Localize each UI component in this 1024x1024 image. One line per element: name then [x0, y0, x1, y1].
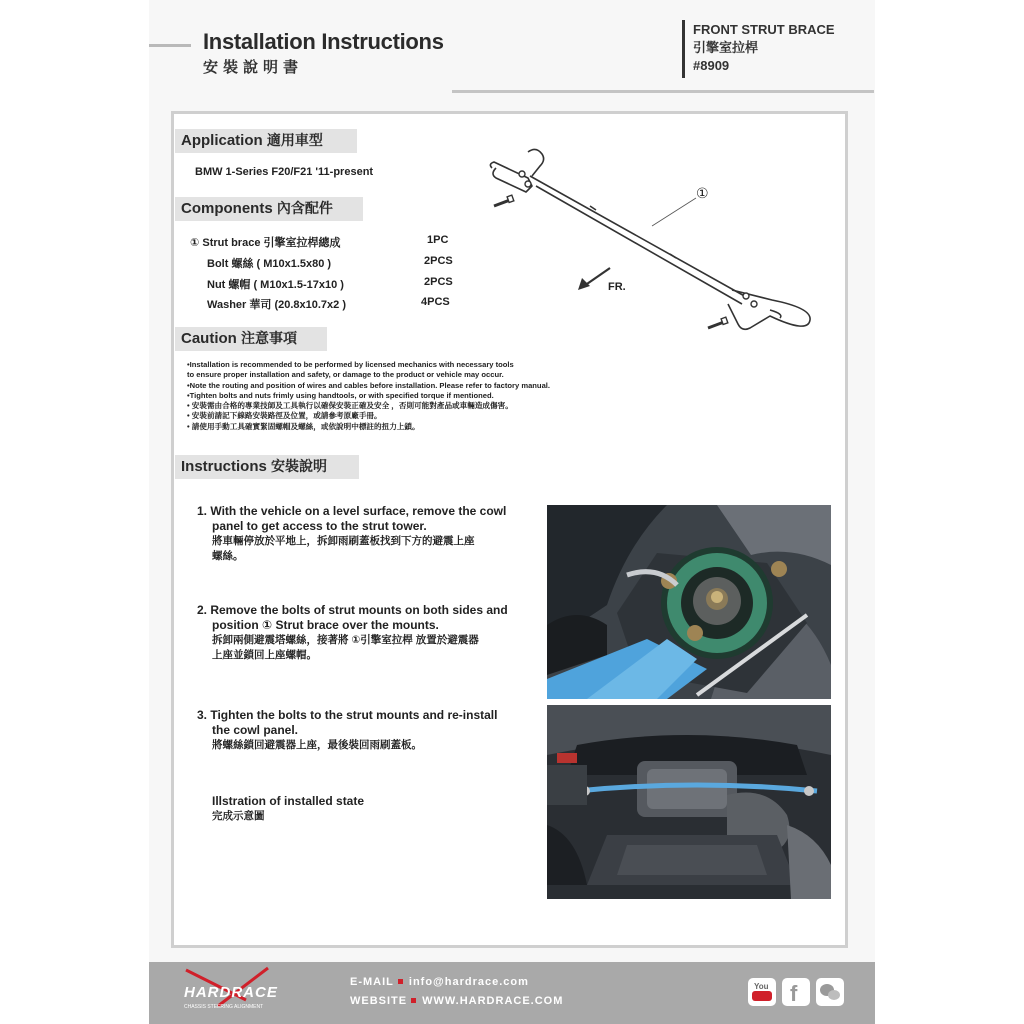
part-number: #8909 [693, 58, 730, 73]
product-name: FRONT STRUT BRACE [693, 22, 835, 37]
strut-brace-diagram [470, 140, 830, 350]
caution-heading [175, 327, 327, 351]
component-name: Bolt 螺絲 ( M10x1.5x80 ) [207, 258, 332, 270]
step-text-en: 3. Tighten the bolts to the strut mounts and re-install [197, 708, 498, 722]
step-text-zh: 拆卸兩側避震塔螺絲，接著將 ①引擎室拉桿 放置於避震器 [212, 634, 479, 646]
svg-text:You: You [754, 982, 769, 991]
svg-text:f: f [790, 981, 798, 1006]
front-direction-label: FR. [608, 281, 626, 293]
footer-email [350, 976, 529, 988]
product-info [693, 21, 835, 75]
instruction-step-3 [197, 708, 537, 753]
step-text-zh: 螺絲。 [212, 550, 244, 562]
component-name: Nut 螺帽 ( M10x1.5-17x10 ) [207, 279, 344, 291]
caution-line: to ensure proper installation and safety, or damage to the product or vehicle may occur. [187, 370, 504, 380]
website-link[interactable]: WWW.HARDRACE.COM [422, 995, 564, 1007]
component-qty: 2PCS [424, 276, 453, 288]
application-vehicle: BMW 1-Series F20/F21 '11-present [195, 166, 374, 178]
application-heading [175, 129, 357, 153]
wechat-icon[interactable] [816, 978, 844, 1006]
component-qty: 2PCS [424, 255, 453, 267]
step-text-en: the cowl panel. [212, 723, 299, 737]
step-text-en: panel to get access to the strut tower. [212, 519, 427, 533]
component-qty: 1PC [427, 234, 449, 246]
component-name: Washer 華司 (20.8x10.7x2 ) [207, 299, 346, 311]
instructions-heading-zh: 安裝說明 [271, 459, 328, 475]
header-rule-right [452, 90, 874, 93]
caution-heading-en: Caution [181, 330, 237, 347]
instructions-heading [175, 455, 359, 479]
application-heading-en: Application [181, 132, 263, 149]
step-text-zh: 將車輛停放於平地上，拆卸雨刷蓋板找到下方的避震上座 [212, 535, 475, 547]
caution-list [187, 360, 617, 432]
components-heading [175, 197, 363, 221]
left-hook-icon [528, 149, 544, 176]
components-heading-zh: 內含配件 [276, 201, 333, 217]
caution-line: •Installation is recommended to be performed by licensed mechanics with necessary tools [187, 360, 514, 369]
website-label: WEBSITE [350, 995, 408, 1007]
application-heading-zh: 適用車型 [266, 133, 323, 149]
footer-website [350, 995, 563, 1007]
caution-line: • 請使用手動工具確實緊固螺帽及螺絲，或依說明中標註的扭力上鎖。 [187, 421, 420, 431]
front-arrow-icon [578, 268, 610, 290]
component-name: ① Strut brace 引擎室拉桿總成 [190, 237, 341, 249]
caution-line: • 安裝需由合格的專業技師及工具執行以確保安裝正確及安全 ，否則可能對產品或車輛造成傷害。 [187, 401, 513, 411]
hardrace-logo [172, 966, 322, 1014]
caution-line: •Note the routing and position of wires and cables before installation. Please refer to factory manual. [187, 380, 551, 390]
header-rule-left [149, 44, 191, 47]
components-heading-en: Components [181, 200, 273, 217]
header-divider [682, 20, 685, 78]
email-link[interactable]: info@hardrace.com [408, 976, 529, 988]
product-name-zh: 引擎室拉桿 [693, 40, 759, 55]
component-qty: 4PCS [421, 296, 450, 308]
caution-line: •Tighten bolts and nuts frimly using handtools, or with specified torque if mentioned. [187, 390, 494, 400]
caution-heading-zh: 注意事項 [241, 331, 297, 347]
facebook-icon[interactable] [782, 978, 810, 1006]
youtube-icon[interactable] [748, 978, 776, 1006]
page-title-zh: 安裝說明書 [203, 58, 304, 76]
page-title: Installation Instructions [203, 29, 444, 54]
logo-tagline: CHASSIS STEERING ALIGNMENT [184, 1004, 264, 1010]
instructions-heading-en: Instructions [181, 458, 267, 475]
step-text-en: position ① Strut brace over the mounts. [212, 618, 439, 632]
step-text-zh: 將螺絲鎖回避震器上座，最後裝回雨刷蓋板。 [212, 739, 422, 751]
instruction-step-2 [197, 603, 537, 663]
illustration-caption [212, 794, 364, 824]
instruction-step-1 [197, 504, 537, 564]
illustration-caption-en: Illstration of installed state [212, 794, 365, 808]
strut-tower-photo [547, 505, 831, 699]
caution-line: • 安裝前請記下線路安裝路徑及位置，或請參考原廠手冊。 [187, 411, 382, 421]
step-text-en: 1. With the vehicle on a level surface, remove the cowl [197, 504, 507, 518]
logo-brand: HARDRACE [184, 984, 278, 1001]
email-label: E-MAIL [350, 976, 394, 988]
step-text-zh: 上座並鎖回上座螺帽。 [212, 649, 317, 661]
illustration-caption-zh: 完成示意圖 [212, 810, 265, 822]
installed-brace-photo [547, 705, 831, 899]
step-text-en: 2. Remove the bolts of strut mounts on both sides and [197, 603, 508, 617]
diagram-callout: ① [696, 186, 709, 202]
